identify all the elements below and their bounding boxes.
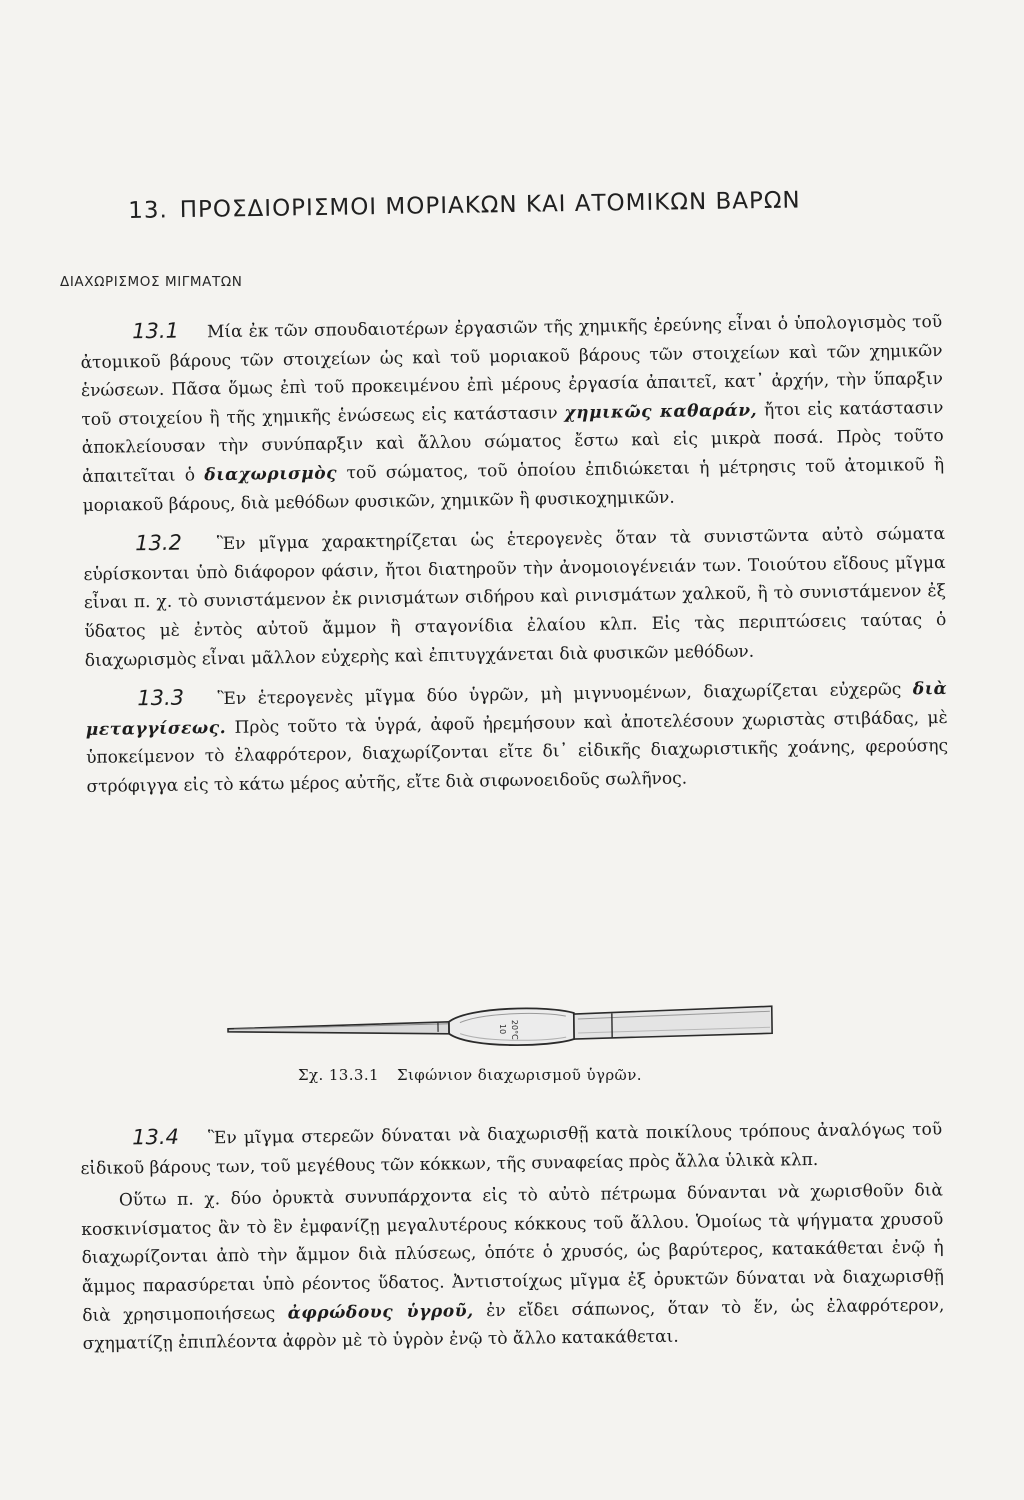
paragraph-text: Οὕτω π. χ. δύο ὀρυκτὰ συνυπάρχοντα εἰς τὸ αὐτὸ πέτρωμα δύνανται νὰ χωρισθοῦν διὰ κοσκινίσματος ἂν τὸ ἓν ἐμφανίζῃ μεγαλυτέρους κόκκους τοῦ ἄλλου. Ὁμοίως τὰ ψήγματα χρυσοῦ διαχωρίζονται ἀπὸ τὴν ἄμμον διὰ πλύσεως, ὁπότε ὁ χρυσός, ὡς βαρύτερος, κατακάθεται ἐνῷ ἡ ἄμμος παρασύρεται ὑπὸ ρέοντος ὕδατος. Ἀντιστοίχως μῖγμα ἐξ ὀρυκτῶν δύναται νὰ διαχωρισθῇ διὰ χρησιμοποιήσεως xyxy=(81,1180,945,1326)
chapter-title-text: ΠΡΟΣΔΙΟΡΙΣΜΟΙ ΜΟΡΙΑΚΩΝ ΚΑΙ ΑΤΟΜΙΚΩΝ ΒΑΡΩΝ xyxy=(179,187,801,224)
paragraph-13-1 xyxy=(80,306,945,520)
paragraph-number: 13.4 xyxy=(132,1124,180,1150)
paragraph-text: Ἓν μῖγμα χαρακτηρίζεται ὡς ἑτερογενὲς ὅταν τὰ συνιστῶντα αὐτὸ σώματα εὑρίσκονται ὑπὸ διάφορον φάσιν, ἤτοι διατηροῦν τὴν ἀνομοιογένειάν των. Τοιούτου εἴδους μῖγμα εἶναι π. χ. τὸ συνιστάμενον ἐκ ρινισμάτων σιδήρου καὶ ρινισμάτων χαλκοῦ, ἢ τὸ συνιστάμενον ἐξ ὕδατος μὲ ἐντὸς αὐτοῦ ἄμμον ἢ σταγονίδια ἐλαίου κλπ. Εἰς τὰς περιπτώσεις ταύτας ὁ διαχωρισμὸς εἶναι μᾶλλον εὐχερὴς καὶ ἐπιτυγχάνεται διὰ φυσικῶν μεθόδων. xyxy=(83,524,947,671)
pipette-stamp-temperature: 20°C xyxy=(509,1019,520,1040)
emphasis-text: διὰ μεταγγίσεως. xyxy=(85,679,948,740)
paragraph-number: 13.3 xyxy=(137,685,185,711)
paragraph-number: 13.2 xyxy=(134,530,183,556)
figure-caption-text: Σιφώνιον διαχωρισμοῦ ὑγρῶν. xyxy=(396,1066,642,1084)
paragraph-text: Μία ἐκ τῶν σπουδαιοτέρων ἐργασιῶν τῆς χημικῆς ἐρεύνης εἶναι ὁ ὑπολογισμὸς τοῦ ἀτομικοῦ βάρους τῶν στοιχείων ὡς καὶ τοῦ μοριακοῦ βάρους τῶν στοιχείων καὶ τῶν χημικῶν ἑνώσεων. Πᾶσα ὅμως ἐπὶ τοῦ προκειμένου ἐπὶ μέρους ἐργασία ἀπαιτεῖ, κατ᾽ ἀρχήν, τὴν ὕπαρξιν τοῦ στοιχείου ἢ τῆς χημικῆς ἑνώσεως εἰς κατάστασιν xyxy=(80,311,944,430)
body-text-upper xyxy=(80,306,949,801)
pipette-illustration xyxy=(224,996,785,1056)
paragraph-text: Πρὸς τοῦτο τὰ ὑγρά, ἀφοῦ ἠρεμήσουν καὶ ἀποτελέσουν χωριστὰς στιβάδας, μὲ ὑποκείμενον τὸ ἐλαφρότερον, διαχωρίζονται εἴτε δι᾽ εἰδικῆς διαχωριστικῆς χοάνης, φερούσης στρόφιγγα εἰς τὸ κάτω μέρος αὐτῆς, εἴτε διὰ σιφωνοειδοῦς σωλῆνος. xyxy=(86,707,949,797)
emphasis-text: ἀφρώδους ὑγροῦ, xyxy=(287,1300,474,1324)
paragraph-text: τοῦ σώματος, τοῦ ὁποίου ἐπιδιώκεται ἡ μέτρησις τοῦ ἀτομικοῦ ἢ μοριακοῦ βάρους, διὰ μεθόδων φυσικῶν, χημικῶν ἢ φυσικοχημικῶν. xyxy=(82,454,945,516)
section-heading: ΔΙΑΧΩΡΙΣΜΟΣ ΜΙΓΜΑΤΩΝ xyxy=(60,274,243,290)
paragraph-continuation xyxy=(81,1177,945,1359)
separating-pipette-figure xyxy=(224,996,785,1056)
paragraph-text: ἐν εἴδει σάπωνος, ὅταν τὸ ἕν, ὡς ἐλαφρότερον, σχηματίζῃ ἐπιπλέοντα ἀφρὸν μὲ τὸ ὑγρὸν ἐνῷ τὸ ἄλλο κατακάθεται. xyxy=(82,1295,945,1355)
paragraph-text: Ἓν μῖγμα στερεῶν δύναται νὰ διαχωρισθῇ κατὰ ποικίλους τρόπους ἀναλόγως τοῦ εἰδικοῦ βάρους των, τοῦ μεγέθους τῶν κόκκων, τῆς συναφείας πρὸς ἄλλα ὑλικὰ κλπ. xyxy=(80,1119,943,1179)
emphasis-text: χημικῶς καθαράν, xyxy=(564,400,758,424)
paragraph-number: 13.1 xyxy=(132,318,180,344)
paragraph-text: Ἓν ἑτερογενὲς μῖγμα δύο ὑγρῶν, μὴ μιγνυομένων, διαχωρίζεται εὐχερῶς xyxy=(217,679,902,710)
paragraph-13-4 xyxy=(80,1113,943,1183)
pipette-stamp-volume: 10 xyxy=(497,1023,508,1035)
paragraph-13-3 xyxy=(85,673,949,801)
paragraph-text: ἤτοι εἰς κατάστασιν ἀποκλείουσαν τὴν συνύπαρξιν καὶ ἄλλου σώματος ἔστω καὶ εἰς μικρὰ ποσά. Πρὸς τοῦτο ἀπαιτεῖται ὁ xyxy=(81,397,944,487)
figure-caption xyxy=(298,1066,642,1084)
paragraph-13-2 xyxy=(83,518,947,675)
chapter-title xyxy=(128,186,888,224)
chapter-number: 13. xyxy=(128,197,168,224)
body-text-lower xyxy=(80,1113,945,1358)
emphasis-text: διαχωρισμὸς xyxy=(204,463,338,486)
figure-caption-label: Σχ. 13.3.1 xyxy=(298,1066,379,1084)
